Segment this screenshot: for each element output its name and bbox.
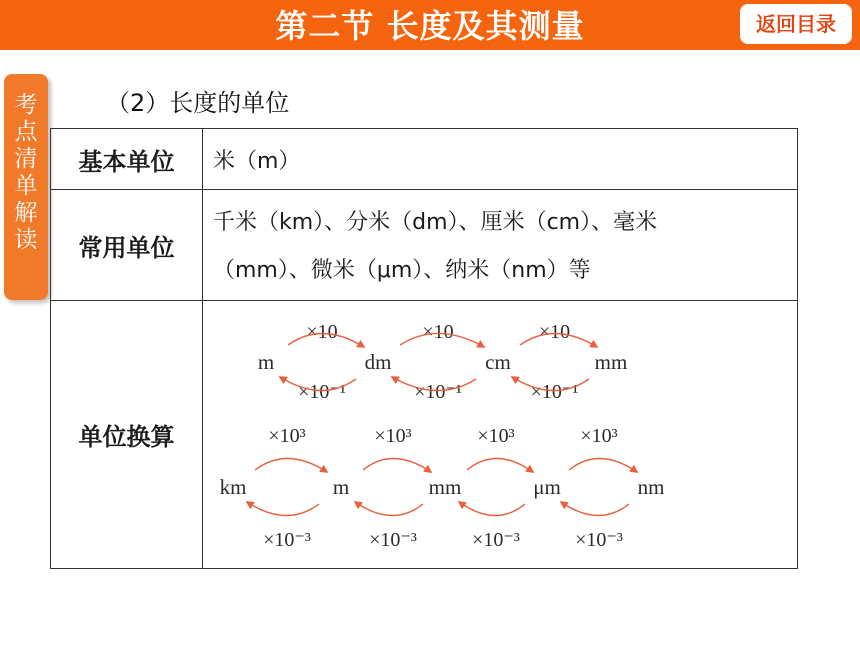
common-units-line-1: 千米（km）、分米（dm）、厘米（cm）、毫米	[213, 210, 658, 235]
multiply-factor-label: ×10³	[374, 424, 412, 447]
section-subtitle: （2）长度的单位	[106, 89, 290, 117]
conversion-row-metric	[258, 321, 628, 403]
unit-label: cm	[485, 349, 511, 374]
unit-label: dm	[364, 349, 392, 374]
common-units-value	[203, 190, 798, 301]
multiply-factor-label: ×10	[422, 320, 454, 343]
conversion-arrow-up	[363, 458, 431, 472]
unit-label: km	[219, 474, 247, 499]
table-row	[51, 129, 798, 190]
row-header-basic-unit: 基本单位	[51, 129, 203, 190]
conversion-diagram-cell	[203, 301, 798, 569]
conversion-arrow-down	[247, 502, 319, 516]
common-units-line-2: （mm）、微米（μm）、纳米（nm）等	[213, 258, 591, 283]
unit-label: m	[257, 349, 275, 374]
table-row	[51, 190, 798, 301]
units-table	[50, 128, 798, 569]
divide-factor-label: ×10⁻³	[575, 528, 623, 551]
unit-label: nm	[637, 474, 665, 499]
conversion-arrow-down	[355, 502, 423, 516]
unit-label: mm	[594, 349, 628, 374]
header-bar	[0, 0, 860, 50]
back-to-contents-button[interactable]: 返回目录	[740, 4, 852, 44]
conversion-arrow-up	[569, 458, 637, 472]
multiply-factor-label: ×10	[306, 320, 338, 343]
unit-label: μm	[533, 474, 561, 499]
row-header-common-units: 常用单位	[51, 190, 203, 301]
basic-unit-value: 米（m）	[203, 129, 798, 190]
conversion-arrow-down	[561, 502, 629, 516]
divide-factor-label: ×10⁻³	[369, 528, 417, 551]
page-title: 第二节 长度及其测量	[275, 7, 585, 45]
conversion-arrow-up	[467, 458, 533, 472]
conversion-arrow-up	[255, 458, 327, 472]
multiply-factor-label: ×10	[538, 320, 571, 343]
divide-factor-label: ×10⁻³	[472, 528, 520, 551]
table-row	[51, 301, 798, 569]
unit-label: mm	[428, 474, 462, 499]
side-tab-key-points[interactable]: 考点清单解读	[4, 74, 48, 300]
conversion-arrow-down	[459, 502, 525, 516]
conversion-diagram	[203, 302, 797, 568]
multiply-factor-label: ×10³	[477, 424, 515, 447]
divide-factor-label: ×10⁻³	[263, 528, 311, 551]
multiply-factor-label: ×10³	[268, 424, 306, 447]
conversion-row-metric-1000	[220, 425, 665, 551]
divide-factor-label: ×10⁻¹	[414, 380, 462, 403]
divide-factor-label: ×10⁻¹	[298, 380, 346, 403]
divide-factor-label: ×10⁻¹	[530, 380, 579, 403]
multiply-factor-label: ×10³	[580, 424, 618, 447]
unit-label: m	[332, 474, 350, 499]
row-header-unit-conversion: 单位换算	[51, 301, 203, 569]
